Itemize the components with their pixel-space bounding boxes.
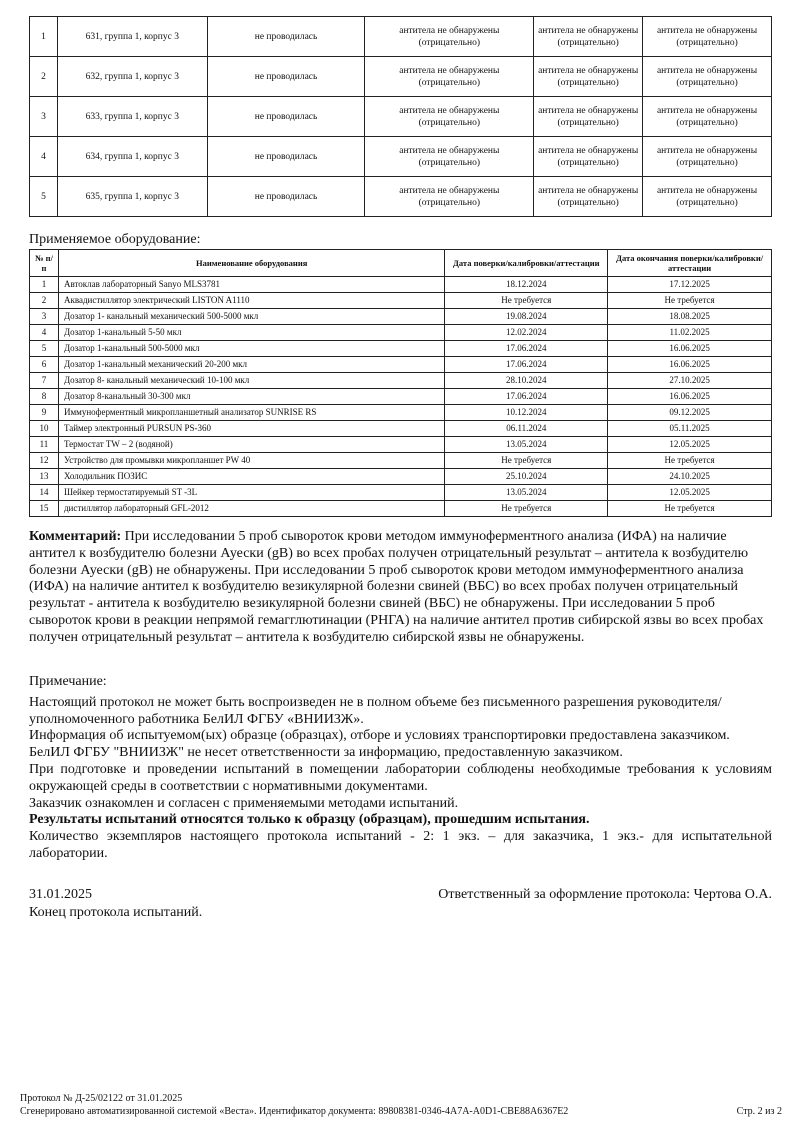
note-line: Настоящий протокол не может быть воспроизведен не в полном объеме без письменного разрешения руководителя/уполномоченного работника БелИЛ ФГБУ «ВНИИЗЖ». xyxy=(29,694,722,727)
equipment-name: Дозатор 8- канальный механический 10-100 мкл xyxy=(58,373,444,389)
result-cell: антитела не обнаружены (отрицательно) xyxy=(534,97,643,137)
result-cell: антитела не обнаружены (отрицательно) xyxy=(643,97,772,137)
result-cell: антитела не обнаружены (отрицательно) xyxy=(643,17,772,57)
column-header-expiry-date: Дата окончания поверки/калибровки/аттестации xyxy=(608,250,772,277)
result-cell: не проводилась xyxy=(207,57,365,97)
comment-label: Комментарий: xyxy=(29,529,122,544)
table-row xyxy=(30,437,772,453)
column-header-number: № п/п xyxy=(30,250,59,277)
result-cell: не проводилась xyxy=(207,97,365,137)
result-cell: антитела не обнаружены (отрицательно) xyxy=(534,177,643,217)
result-cell: не проводилась xyxy=(207,177,365,217)
row-number: 1 xyxy=(30,277,59,293)
row-number: 2 xyxy=(30,293,59,309)
result-cell: антитела не обнаружены (отрицательно) xyxy=(365,57,534,97)
row-number: 13 xyxy=(30,469,59,485)
row-number: 3 xyxy=(30,97,58,137)
result-cell: антитела не обнаружены (отрицательно) xyxy=(365,177,534,217)
result-cell: антитела не обнаружены (отрицательно) xyxy=(365,17,534,57)
expiry-date: 12.05.2025 xyxy=(608,485,772,501)
expiry-date: 16.06.2025 xyxy=(608,341,772,357)
row-number: 6 xyxy=(30,357,59,373)
row-number: 14 xyxy=(30,485,59,501)
notes-section xyxy=(29,674,772,863)
table-row xyxy=(30,293,772,309)
equipment-name: Дозатор 1-канальный 500-5000 мкл xyxy=(58,341,444,357)
row-number: 8 xyxy=(30,389,59,405)
table-row xyxy=(30,97,772,137)
check-date: 19.08.2024 xyxy=(445,309,608,325)
table-row xyxy=(30,389,772,405)
check-date: 17.06.2024 xyxy=(445,389,608,405)
row-number: 12 xyxy=(30,453,59,469)
protocol-date: 31.01.2025 xyxy=(29,887,92,902)
row-number: 2 xyxy=(30,57,58,97)
table-row xyxy=(30,57,772,97)
result-cell: не проводилась xyxy=(207,137,365,177)
note-line: Заказчик ознакомлен и согласен с применяемыми методами испытаний. xyxy=(29,795,459,811)
row-number: 9 xyxy=(30,405,59,421)
row-number: 4 xyxy=(30,137,58,177)
results-table xyxy=(29,16,772,217)
check-date: 13.05.2024 xyxy=(445,437,608,453)
table-row xyxy=(30,277,772,293)
table-row xyxy=(30,373,772,389)
equipment-name: Дозатор 1-канальный 5-50 мкл xyxy=(58,325,444,341)
table-row xyxy=(30,325,772,341)
result-cell: антитела не обнаружены (отрицательно) xyxy=(643,177,772,217)
check-date: 17.06.2024 xyxy=(445,341,608,357)
note-line: Информация об испытуемом(ых) образце (образцах), отборе и условиях транспортировки предоставлена заказчиком. xyxy=(29,728,730,744)
equipment-name: Дозатор 1-канальный механический 20-200 мкл xyxy=(58,357,444,373)
page-number: Стр. 2 из 2 xyxy=(736,1106,782,1117)
equipment-table-body xyxy=(30,277,772,517)
equipment-name: Дозатор 1- канальный механический 500-5000 мкл xyxy=(58,309,444,325)
row-number: 5 xyxy=(30,341,59,357)
result-cell: антитела не обнаружены (отрицательно) xyxy=(643,57,772,97)
sample-id: 631, группа 1, корпус 3 xyxy=(57,17,207,57)
note-line: БелИЛ ФГБУ "ВНИИЗЖ" не несет ответственности за информацию, предоставленную заказчиком. xyxy=(29,745,623,761)
comment-text: При исследовании 5 проб сывороток крови методом иммуноферментного анализа (ИФА) на наличие антител к возбудителю болезни Ауески (gB) во всех пробах получен отрицательный результат – антитела к возбудителю болезни Ауески (gB) не обнаружены. При исследовании 5 проб сывороток крови методом иммуноферментного анализа (ИФА) на наличие антител к возбудителю везикулярной болезни свиней (ВБС) во всех пробах получен отрицательный результат - антитела к возбудителю везикулярной болезни свиней (ВБС) не обнаружены. При исследовании 5 проб сывороток крови в реакции непрямой гемагглютинации (РНГА) на наличие антител против сибирской язвы во всех пробах получен отрицательный результат – антитела к возбудителю сибирской язвы не обнаружены. xyxy=(29,529,764,645)
expiry-date: Не требуется xyxy=(608,453,772,469)
signature-line xyxy=(29,887,772,903)
result-cell: не проводилась xyxy=(207,17,365,57)
expiry-date: 17.12.2025 xyxy=(608,277,772,293)
note-line: При подготовке и проведении испытаний в помещении лаборатории соблюдены необходимые требования к условиям окружающей среды в соответствии с нормативными документами. xyxy=(29,761,772,794)
expiry-date: Не требуется xyxy=(608,501,772,517)
table-row xyxy=(30,341,772,357)
row-number: 11 xyxy=(30,437,59,453)
check-date: 28.10.2024 xyxy=(445,373,608,389)
result-cell: антитела не обнаружены (отрицательно) xyxy=(365,97,534,137)
expiry-date: 18.08.2025 xyxy=(608,309,772,325)
row-number: 7 xyxy=(30,373,59,389)
equipment-name: Дозатор 8-канальный 30-300 мкл xyxy=(58,389,444,405)
equipment-name: Аквадистиллятор электрический LISTON A1110 xyxy=(58,293,444,309)
row-number: 15 xyxy=(30,501,59,517)
table-header-row xyxy=(30,250,772,277)
table-row xyxy=(30,177,772,217)
column-header-name: Наименование оборудования xyxy=(58,250,444,277)
result-cell: антитела не обнаружены (отрицательно) xyxy=(534,57,643,97)
equipment-name: Устройство для промывки микропланшет PW 40 xyxy=(58,453,444,469)
table-row xyxy=(30,421,772,437)
result-cell: антитела не обнаружены (отрицательно) xyxy=(534,17,643,57)
result-cell: антитела не обнаружены (отрицательно) xyxy=(643,137,772,177)
check-date: 17.06.2024 xyxy=(445,357,608,373)
row-number: 10 xyxy=(30,421,59,437)
table-row xyxy=(30,405,772,421)
expiry-date: 27.10.2025 xyxy=(608,373,772,389)
expiry-date: 09.12.2025 xyxy=(608,405,772,421)
expiry-date: 05.11.2025 xyxy=(608,421,772,437)
expiry-date: 24.10.2025 xyxy=(608,469,772,485)
table-row xyxy=(30,469,772,485)
table-row xyxy=(30,17,772,57)
sample-id: 634, группа 1, корпус 3 xyxy=(57,137,207,177)
equipment-name: Автоклав лабораторный Sanyo MLS3781 xyxy=(58,277,444,293)
result-cell: антитела не обнаружены (отрицательно) xyxy=(365,137,534,177)
expiry-date: 16.06.2025 xyxy=(608,389,772,405)
row-number: 4 xyxy=(30,325,59,341)
sample-id: 632, группа 1, корпус 3 xyxy=(57,57,207,97)
check-date: 18.12.2024 xyxy=(445,277,608,293)
equipment-table xyxy=(29,249,772,517)
expiry-date: 16.06.2025 xyxy=(608,357,772,373)
equipment-name: Шейкер термостатируемый ST -3L xyxy=(58,485,444,501)
check-date: 25.10.2024 xyxy=(445,469,608,485)
column-header-check-date: Дата поверки/калибровки/аттестации xyxy=(445,250,608,277)
row-number: 1 xyxy=(30,17,58,57)
check-date: 06.11.2024 xyxy=(445,421,608,437)
row-number: 3 xyxy=(30,309,59,325)
check-date: 10.12.2024 xyxy=(445,405,608,421)
page-footer xyxy=(20,1092,782,1118)
equipment-name: Холодильник ПОЗИС xyxy=(58,469,444,485)
check-date: Не требуется xyxy=(445,501,608,517)
sample-id: 633, группа 1, корпус 3 xyxy=(57,97,207,137)
check-date: Не требуется xyxy=(445,453,608,469)
sample-id: 635, группа 1, корпус 3 xyxy=(57,177,207,217)
table-row xyxy=(30,453,772,469)
note-bold-line: Результаты испытаний относятся только к образцу (образцам), прошедшим испытания. xyxy=(29,812,590,828)
equipment-name: Таймер электронный PURSUN PS-360 xyxy=(58,421,444,437)
check-date: Не требуется xyxy=(445,293,608,309)
table-row xyxy=(30,501,772,517)
notes-title: Примечание: xyxy=(29,674,107,689)
end-of-protocol: Конец протокола испытаний. xyxy=(29,905,203,920)
copies-line: Количество экземпляров настоящего протокола испытаний - 2: 1 экз. – для заказчика, 1 экз.- для испытательной лаборатории. xyxy=(29,829,772,861)
check-date: 12.02.2024 xyxy=(445,325,608,341)
footer-generated: Сгенерировано автоматизированной системой «Веста». Идентификатор документа: 89808381-0346-4A7A-A0D1-CBE88A6367E2 xyxy=(20,1106,569,1117)
table-row xyxy=(30,357,772,373)
equipment-name: Иммуноферментный микропланшетный анализатор SUNRISE RS xyxy=(58,405,444,421)
comment-section xyxy=(29,529,772,647)
table-row xyxy=(30,485,772,501)
expiry-date: 12.05.2025 xyxy=(608,437,772,453)
check-date: 13.05.2024 xyxy=(445,485,608,501)
result-cell: антитела не обнаружены (отрицательно) xyxy=(534,137,643,177)
equipment-name: дистиллятор лабораторный GFL-2012 xyxy=(58,501,444,517)
table-row xyxy=(30,309,772,325)
expiry-date: Не требуется xyxy=(608,293,772,309)
responsible-person: Ответственный за оформление протокола: Чертова О.А. xyxy=(438,887,772,902)
row-number: 5 xyxy=(30,177,58,217)
footer-protocol: Протокол № Д-25/02122 от 31.01.2025 xyxy=(20,1093,183,1104)
expiry-date: 11.02.2025 xyxy=(608,325,772,341)
table-row xyxy=(30,137,772,177)
equipment-name: Термостат TW – 2 (водяной) xyxy=(58,437,444,453)
equipment-heading: Применяемое оборудование: xyxy=(29,232,201,247)
